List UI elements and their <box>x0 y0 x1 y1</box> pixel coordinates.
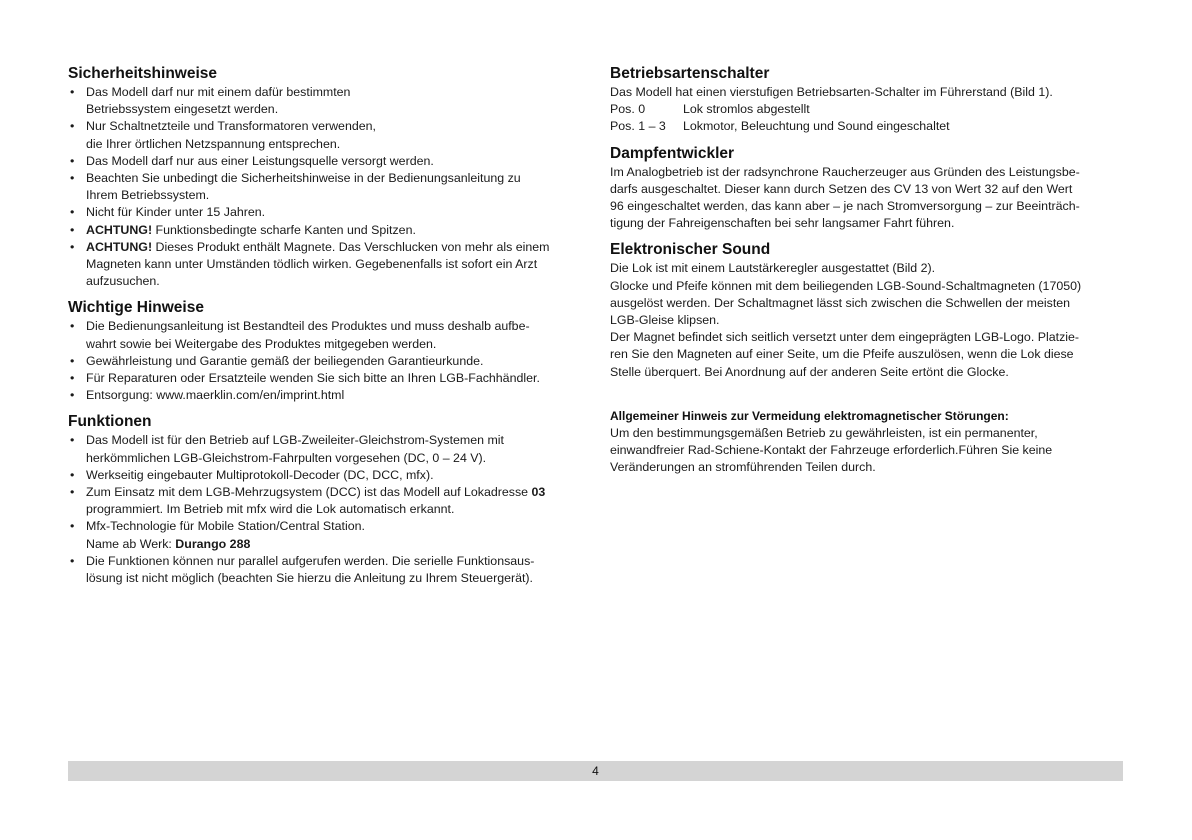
list-item-text: Mfx-Technologie für Mobile Station/Central Station. <box>86 519 365 534</box>
mode-switch-intro: Das Modell hat einen vierstufigen Betriebsarten-Schalter im Führerstand (Bild 1). <box>610 85 1053 99</box>
list-item-text: Betriebssystem eingesetzt werden. <box>86 102 279 117</box>
list-item-text: herkömmlichen LGB-Gleichstrom-Fahrpulten vorgesehen (DC, 0 – 24 V). <box>86 450 487 465</box>
emphasis-text: Durango 288 <box>175 536 251 551</box>
sound-text <box>610 260 1122 380</box>
page-number: 4 <box>592 764 599 778</box>
steam-section <box>610 144 1122 233</box>
section-title: Sicherheitshinweise <box>68 65 218 82</box>
list-item <box>68 204 580 221</box>
safety-section <box>68 64 580 290</box>
important-list <box>68 318 580 404</box>
list-item <box>68 84 580 118</box>
warning-label: ACHTUNG! <box>86 222 153 237</box>
list-item <box>68 318 580 352</box>
position-value: Lok stromlos abgestellt <box>683 102 810 117</box>
list-item <box>68 370 580 387</box>
sound-section <box>610 240 1122 380</box>
section-title: Elektronischer Sound <box>610 241 771 259</box>
list-item <box>68 553 580 587</box>
section-title: Wichtige Hinweise <box>68 299 204 317</box>
list-item <box>68 353 580 370</box>
list-item-text: programmiert. Im Betrieb mit mfx wird die Lok automatisch erkannt. <box>86 502 455 517</box>
emc-title: Allgemeiner Hinweis zur Vermeidung elektromagnetischer Störungen: <box>610 408 1009 423</box>
list-item-text: Magneten kann unter Umständen tödlich wirken. Gegebenenfalls ist sofort ein Arzt <box>86 257 538 272</box>
functions-section <box>68 412 580 587</box>
section-title: Dampfentwickler <box>610 144 735 162</box>
emc-section <box>610 407 1122 477</box>
position-row <box>610 118 1122 135</box>
list-item-text: Für Reparaturen oder Ersatzteile wenden Sie sich bitte an Ihren LGB-Fachhändler. <box>86 371 540 386</box>
text-line: darfs ausgeschaltet. Dieser kann durch Setzen des CV 13 von Wert 32 auf den Wert <box>610 181 1073 196</box>
list-item-text: Funktionsbedingte scharfe Kanten und Spitzen. <box>152 222 416 237</box>
text-line: Im Analogbetrieb ist der radsynchrone Raucherzeuger aus Gründen des Leistungsbe- <box>610 164 1080 179</box>
list-item <box>68 518 580 552</box>
list-item-text: Das Modell darf nur mit einem dafür bestimmten <box>86 85 351 99</box>
list-item-text: Ihrem Betriebssystem. <box>86 188 210 203</box>
list-item-text: lösung ist nicht möglich (beachten Sie hierzu die Anleitung zu Ihrem Steuergerät). <box>86 571 534 586</box>
list-item-text: Das Modell darf nur aus einer Leistungsquelle versorgt werden. <box>86 153 434 168</box>
list-item <box>68 387 580 404</box>
left-column <box>68 64 580 595</box>
list-item-text: Das Modell ist für den Betrieb auf LGB-Zweileiter-Gleichstrom-Systemen mit <box>86 433 504 448</box>
emphasis-text: 03 <box>531 485 546 500</box>
text-line: 96 eingeschaltet werden, das kann aber – je nach Stromversorgung – zur Beeinträch- <box>610 199 1080 214</box>
text-line: LGB-Gleise klipsen. <box>610 313 720 328</box>
list-item <box>68 484 580 518</box>
list-item-text: Name ab Werk: <box>86 536 176 551</box>
list-item <box>68 118 580 152</box>
text-line: tigung der Fahreigenschaften bei sehr langsamer Fahrt führen. <box>610 216 955 231</box>
safety-list <box>68 84 580 290</box>
important-section <box>68 298 580 404</box>
warning-label: ACHTUNG! <box>86 239 153 254</box>
steam-text <box>610 164 1122 233</box>
text-line: ausgelöst werden. Der Schaltmagnet lässt sich zwischen die Schwellen der meisten <box>610 295 1071 310</box>
position-value: Lokmotor, Beleuchtung und Sound eingeschaltet <box>683 119 950 134</box>
list-item-text: Entsorgung: www.maerklin.com/en/imprint.html <box>86 388 345 403</box>
list-item-text: Zum Einsatz mit dem LGB-Mehrzugsystem (DCC) ist das Modell auf Lokadresse <box>86 485 532 500</box>
list-item-text: wahrt sowie bei Weitergabe des Produktes mitgegeben werden. <box>86 336 437 351</box>
text-line: Die Lok ist mit einem Lautstärkeregler ausgestattet (Bild 2). <box>610 261 936 276</box>
text-line: ren Sie den Magneten auf einer Seite, um die Pfeife auszulösen, wenn die Lok diese <box>610 347 1074 362</box>
list-item <box>68 239 580 291</box>
position-key: Pos. 1 – 3 <box>610 119 666 134</box>
position-row <box>610 101 1122 118</box>
list-item-text: Die Funktionen können nur parallel aufgerufen werden. Die serielle Funktionsaus- <box>86 553 535 568</box>
position-key: Pos. 0 <box>610 102 646 117</box>
list-item <box>68 222 580 239</box>
list-item <box>68 170 580 204</box>
emc-text <box>610 425 1122 477</box>
list-item-text: Nur Schaltnetzteile und Transformatoren verwenden, <box>86 119 376 134</box>
text-line: Stelle überquert. Bei Anordnung auf der anderen Seite ertönt die Glocke. <box>610 364 1009 379</box>
text-line: Glocke und Pfeife können mit dem beiliegenden LGB-Sound-Schaltmagneten (17050) <box>610 278 1082 293</box>
section-title: Funktionen <box>68 413 152 431</box>
list-item-text: Die Bedienungsanleitung ist Bestandteil des Produktes und muss deshalb aufbe- <box>86 319 530 334</box>
list-item-text: Dieses Produkt enthält Magnete. Das Verschlucken von mehr als einem <box>152 239 550 254</box>
functions-list <box>68 432 580 587</box>
text-line: Der Magnet befindet sich seitlich versetzt unter dem eingeprägten LGB-Logo. Platzie- <box>610 330 1080 345</box>
list-item <box>68 467 580 484</box>
right-column <box>610 64 1122 484</box>
list-item-text: die Ihrer örtlichen Netzspannung entsprechen. <box>86 136 341 151</box>
list-item-text: Gewährleistung und Garantie gemäß der beiliegenden Garantieurkunde. <box>86 353 484 368</box>
list-item-text: Beachten Sie unbedingt die Sicherheitshinweise in der Bedienungsanleitung zu <box>86 171 521 186</box>
mode-switch-section <box>610 64 1122 136</box>
footer-bar <box>68 761 1123 781</box>
text-line: einwandfreier Rad-Schiene-Kontakt der Fahrzeuge erforderlich.Führen Sie keine <box>610 443 1053 458</box>
list-item-text: Nicht für Kinder unter 15 Jahren. <box>86 205 266 220</box>
text-line: Veränderungen an stromführenden Teilen durch. <box>610 460 876 475</box>
list-item <box>68 432 580 466</box>
list-item-text: aufzusuchen. <box>86 274 160 289</box>
text-line: Um den bestimmungsgemäßen Betrieb zu gewährleisten, ist ein permanenter, <box>610 425 1038 440</box>
list-item-text: Werkseitig eingebauter Multiprotokoll-Decoder (DC, DCC, mfx). <box>86 467 434 482</box>
list-item <box>68 153 580 170</box>
section-title: Betriebsartenschalter <box>610 65 770 82</box>
